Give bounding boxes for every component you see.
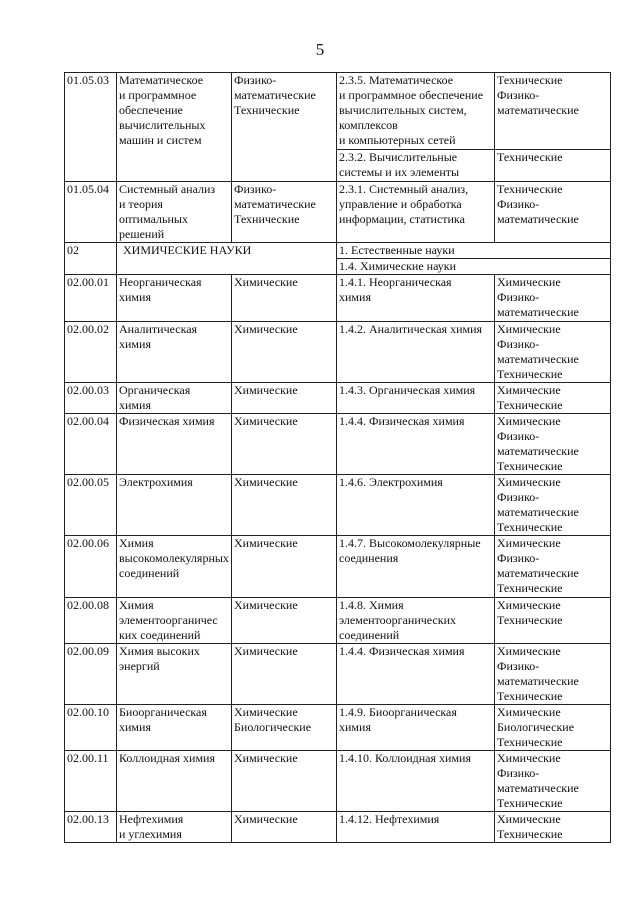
old-code-cell: 02.00.10 (65, 705, 117, 751)
old-code-cell: 02.00.09 (65, 644, 117, 705)
table-row (65, 383, 611, 414)
old-name-cell: Коллоидная химия (117, 751, 232, 812)
old-code-cell: 02.00.06 (65, 536, 117, 598)
old-branch-cell: Физико- математические Технические (232, 182, 337, 243)
old-name-cell: Электрохимия (117, 475, 232, 536)
new-spec-cell: 1.4.4. Физическая химия (337, 414, 495, 475)
new-spec-cell: 1.4.6. Электрохимия (337, 475, 495, 536)
old-code-cell: 02.00.05 (65, 475, 117, 536)
section-title-cell: ХИМИЧЕСКИЕ НАУКИ (117, 243, 337, 275)
new-spec-cell: 1.4.1. Неорганическая химия (337, 275, 495, 322)
new-branch-cell: Химические Физико- математические Технические (495, 751, 611, 812)
old-branch-cell: Химические (232, 383, 337, 414)
old-branch-cell: Химические (232, 536, 337, 598)
old-code-cell: 01.05.04 (65, 182, 117, 243)
new-spec-cell: 1.4.8. Химия элементоорганических соединений (337, 598, 495, 644)
new-spec-cell: 2.3.2. Вычислительные системы и их элементы (337, 150, 495, 182)
old-code-cell: 02.00.04 (65, 414, 117, 475)
new-branch-cell: Химические Физико- математические Технические (495, 322, 611, 383)
new-spec-cell: 1.4.3. Органическая химия (337, 383, 495, 414)
old-name-cell: Химия высоких энергий (117, 644, 232, 705)
old-branch-cell: Химические (232, 644, 337, 705)
section-spec-cell: 1.4. Химические науки (337, 259, 611, 275)
table-row (65, 414, 611, 475)
page-number: 5 (315, 40, 325, 59)
old-name-cell: Нефтехимия и углехимия (117, 812, 232, 843)
new-branch-cell: Химические Биологические Технические (495, 705, 611, 751)
old-branch-cell: Химические (232, 751, 337, 812)
new-branch-cell: Химические Физико- математические Технические (495, 644, 611, 705)
old-code-cell: 01.05.03 (65, 73, 117, 182)
old-branch-cell: Химические (232, 414, 337, 475)
old-name-cell: Химия элементоорганичес ких соединений (117, 598, 232, 644)
table-row (65, 751, 611, 812)
old-branch-cell: Химические (232, 598, 337, 644)
new-spec-cell: 1.4.2. Аналитическая химия (337, 322, 495, 383)
old-code-cell: 02.00.13 (65, 812, 117, 843)
new-spec-cell: 2.3.5. Математическое и программное обеспечение вычислительных систем, комплексов и компьютерных сетей (337, 73, 495, 150)
table-row (65, 812, 611, 843)
table-row (65, 322, 611, 383)
table-row (65, 475, 611, 536)
old-code-cell: 02.00.03 (65, 383, 117, 414)
old-name-cell: Неорганическая химия (117, 275, 232, 322)
old-name-cell: Органическая химия (117, 383, 232, 414)
specialties-table (64, 72, 611, 843)
table-row (65, 73, 611, 150)
table-row (65, 182, 611, 243)
table-row (65, 275, 611, 322)
table-row (65, 705, 611, 751)
new-branch-cell: Химические Технические (495, 598, 611, 644)
old-name-cell: Математическое и программное обеспечение вычислительных машин и систем (117, 73, 232, 182)
old-code-cell: 02.00.01 (65, 275, 117, 322)
new-branch-cell: Химические Физико- математические (495, 275, 611, 322)
old-branch-cell: Химические (232, 475, 337, 536)
old-name-cell: Системный анализ и теория оптимальных решений (117, 182, 232, 243)
new-spec-cell: 2.3.1. Системный анализ, управление и обработка информации, статистика (337, 182, 495, 243)
section-code-cell: 02 (65, 243, 117, 275)
new-branch-cell: Технические Физико- математические (495, 73, 611, 150)
new-branch-cell: Технические (495, 150, 611, 182)
old-code-cell: 02.00.08 (65, 598, 117, 644)
table-row (65, 644, 611, 705)
old-branch-cell: Химические (232, 275, 337, 322)
new-spec-cell: 1.4.12. Нефтехимия (337, 812, 495, 843)
table-row (65, 536, 611, 598)
section-row (65, 243, 611, 259)
new-spec-cell: 1.4.9. Биоорганическая химия (337, 705, 495, 751)
table-row (65, 598, 611, 644)
old-branch-cell: Физико- математические Технические (232, 73, 337, 182)
old-code-cell: 02.00.02 (65, 322, 117, 383)
new-branch-cell: Химические Физико- математические Технические (495, 475, 611, 536)
new-branch-cell: Химические Технические (495, 383, 611, 414)
old-code-cell: 02.00.11 (65, 751, 117, 812)
new-branch-cell: Технические Физико- математические (495, 182, 611, 243)
old-name-cell: Химия высокомолекулярных соединений (117, 536, 232, 598)
new-branch-cell: Химические Физико- математические Технические (495, 414, 611, 475)
old-name-cell: Физическая химия (117, 414, 232, 475)
new-spec-cell: 1.4.4. Физическая химия (337, 644, 495, 705)
new-spec-cell: 1.4.7. Высокомолекулярные соединения (337, 536, 495, 598)
old-name-cell: Аналитическая химия (117, 322, 232, 383)
old-branch-cell: Химические Биологические (232, 705, 337, 751)
old-branch-cell: Химические (232, 812, 337, 843)
old-name-cell: Биоорганическая химия (117, 705, 232, 751)
new-branch-cell: Химические Технические (495, 812, 611, 843)
new-branch-cell: Химические Физико- математические Технические (495, 536, 611, 598)
new-spec-cell: 1.4.10. Коллоидная химия (337, 751, 495, 812)
old-branch-cell: Химические (232, 322, 337, 383)
section-spec-cell: 1. Естественные науки (337, 243, 611, 259)
